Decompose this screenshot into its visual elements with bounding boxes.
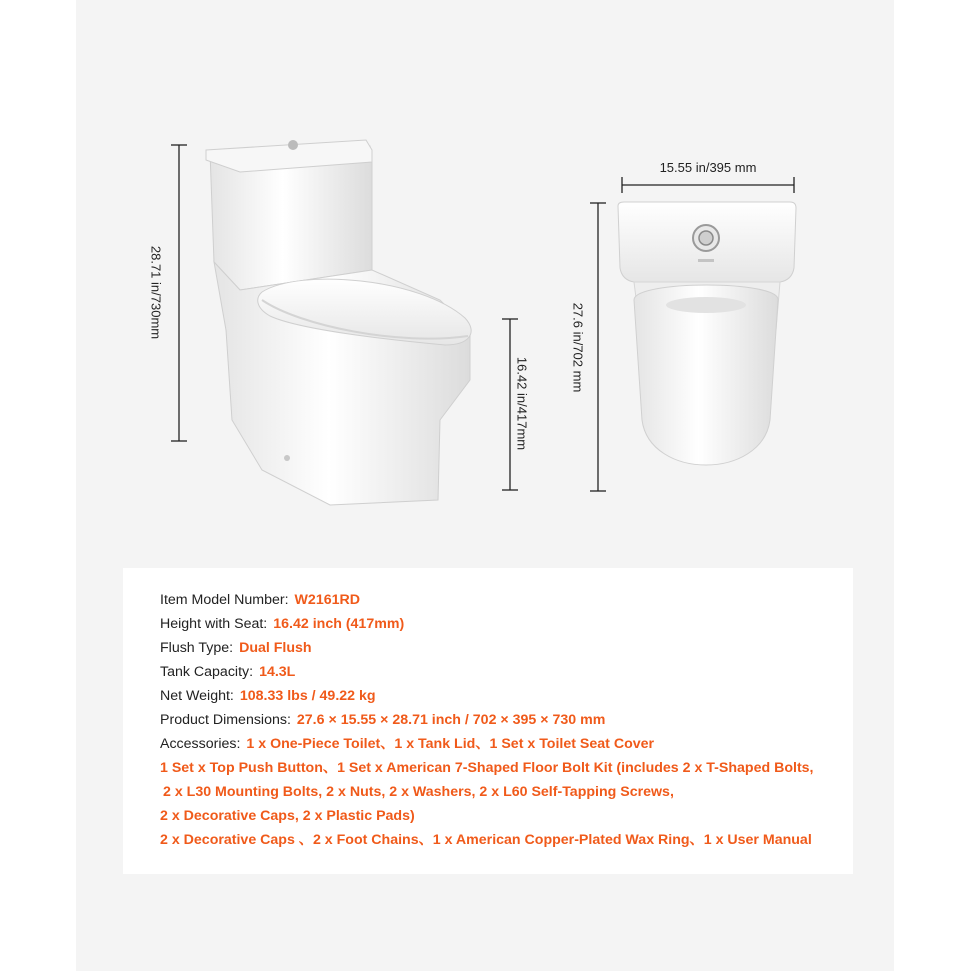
spec-label: Accessories: bbox=[160, 736, 241, 752]
seat-height-label: 16.42 in/417mm bbox=[514, 356, 530, 451]
depth-label: 27.6 in/702 mm bbox=[570, 302, 586, 393]
spec-value: 1 x One-Piece Toilet、1 x Tank Lid、1 Set x Toilet Seat Cover bbox=[246, 736, 655, 752]
spec-label: Tank Capacity: bbox=[160, 664, 254, 680]
width-line bbox=[622, 177, 794, 193]
spec-seat-height bbox=[160, 614, 404, 634]
spec-model bbox=[160, 590, 360, 610]
spec-label: Flush Type: bbox=[160, 640, 234, 656]
accessories-line-3: 2 x L30 Mounting Bolts, 2 x Nuts, 2 x Washers, 2 x L60 Self-Tapping Screws, bbox=[163, 784, 674, 800]
accessories-line-4: 2 x Decorative Caps, 2 x Plastic Pads) bbox=[160, 808, 415, 824]
depth-line bbox=[590, 203, 606, 491]
width-label: 15.55 in/395 mm bbox=[659, 160, 757, 175]
spec-label: Product Dimensions: bbox=[160, 712, 291, 728]
spec-flush-type bbox=[160, 638, 312, 658]
spec-label: Item Model Number: bbox=[160, 592, 289, 608]
toilet-top-view bbox=[618, 202, 796, 465]
specs-card bbox=[123, 568, 853, 874]
accessories-line-2: 1 Set x Top Push Button、1 Set x American 7-Shaped Floor Bolt Kit (includes 2 x T-Shaped Bolts, bbox=[160, 760, 814, 776]
spec-accessories bbox=[160, 734, 654, 754]
spec-label: Net Weight: bbox=[160, 688, 234, 704]
spec-value: 16.42 inch (417mm) bbox=[273, 616, 405, 632]
spec-label: Height with Seat: bbox=[160, 616, 268, 632]
toilet-side-view bbox=[206, 140, 471, 505]
spec-value: W2161RD bbox=[294, 592, 360, 608]
spec-value: Dual Flush bbox=[239, 640, 312, 656]
accessories-line-5: 2 x Decorative Caps 、2 x Foot Chains、1 x American Copper-Plated Wax Ring、1 x User Manual bbox=[160, 832, 812, 848]
spec-product-dimensions bbox=[160, 710, 605, 730]
total-height-label: 28.71 in/730mm bbox=[148, 245, 164, 340]
spec-value: 27.6 × 15.55 × 28.71 inch / 702 × 395 × 730 mm bbox=[296, 712, 606, 728]
total-height-line bbox=[171, 145, 187, 441]
spec-net-weight bbox=[160, 686, 376, 706]
spec-value: 108.33 lbs / 49.22 kg bbox=[239, 688, 376, 704]
spec-tank-capacity bbox=[160, 662, 295, 682]
spec-value: 14.3L bbox=[259, 664, 296, 680]
